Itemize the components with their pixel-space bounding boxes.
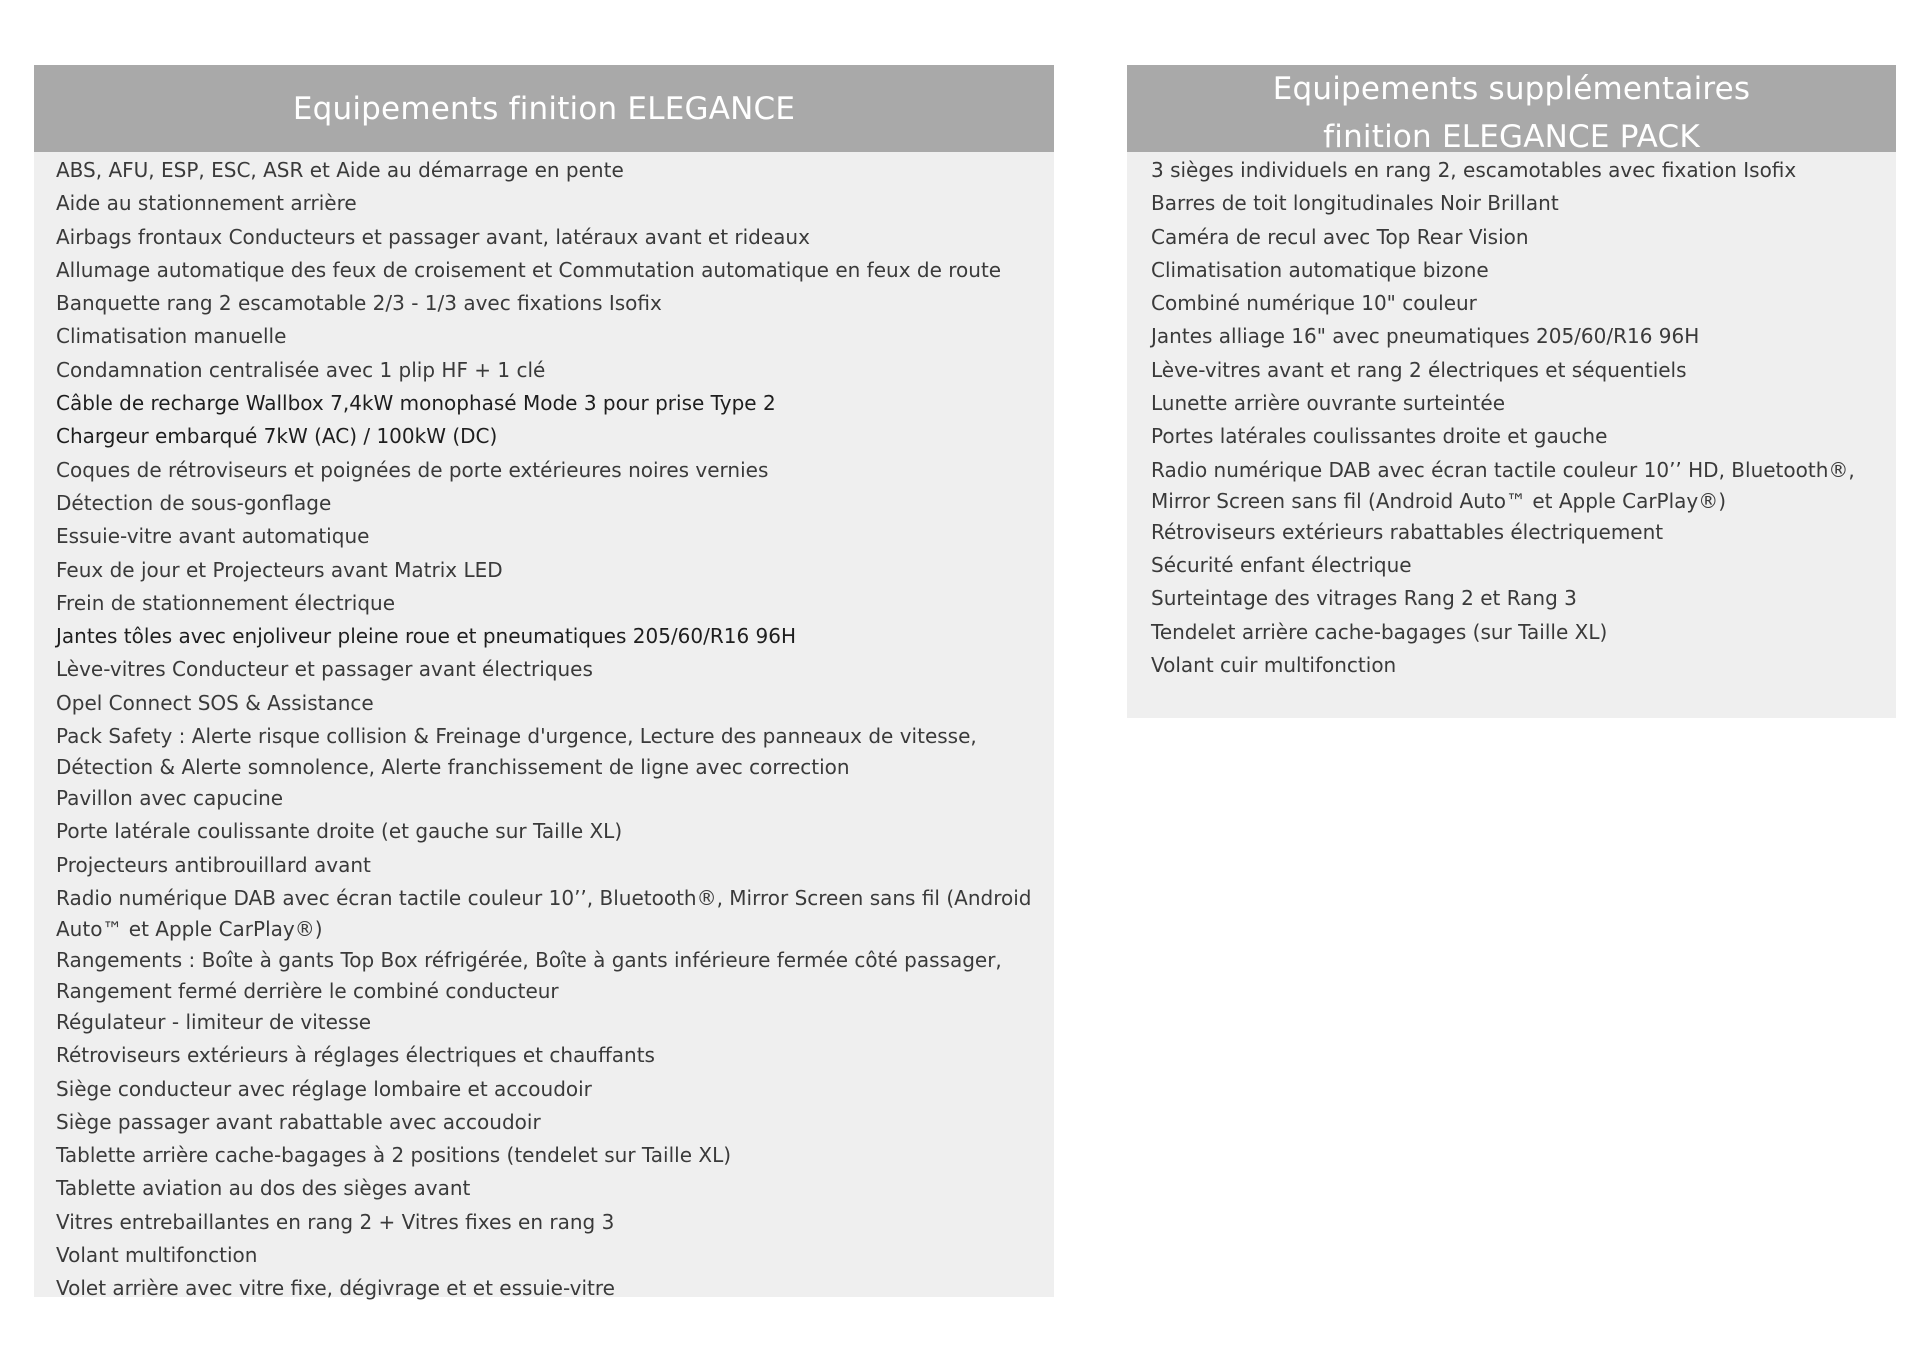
list-item: Pack Safety : Alerte risque collision & Freinage d'urgence, Lecture des panneaux de vitesse, Détection & Alerte somnolence, Alerte franchissement de ligne avec correction bbox=[56, 724, 977, 780]
list-item: Vitres entrebaillantes en rang 2 + Vitres fixes en rang 3 bbox=[56, 1209, 615, 1234]
list-item: Rétroviseurs extérieurs à réglages électriques et chauffants bbox=[56, 1043, 655, 1068]
list-item: Caméra de recul avec Top Rear Vision bbox=[1151, 224, 1529, 249]
elegance-panel-title: Equipements finition ELEGANCE bbox=[34, 65, 1054, 152]
elegance-pack-title-line-1: Equipements supplémentaires bbox=[1272, 71, 1751, 107]
list-item: Projecteurs antibrouillard avant bbox=[56, 852, 371, 877]
list-item: Surteintage des vitrages Rang 2 et Rang 3 bbox=[1151, 586, 1577, 611]
list-item: Volant multifonction bbox=[56, 1243, 258, 1268]
list-item: Climatisation manuelle bbox=[56, 324, 287, 349]
list-item: Radio numérique DAB avec écran tactile couleur 10’’, Bluetooth®, Mirror Screen sans fil (Android Auto™ et Apple CarPlay®) bbox=[56, 885, 1032, 941]
list-item: Rétroviseurs extérieurs rabattables électriquement bbox=[1151, 519, 1664, 544]
list-item: Allumage automatique des feux de croisement et Commutation automatique en feux de route bbox=[56, 257, 1002, 282]
elegance-equipment-list bbox=[34, 152, 1054, 1307]
list-item: Jantes tôles avec enjoliveur pleine roue et pneumatiques 205/60/R16 96H bbox=[56, 624, 797, 649]
list-item: Climatisation automatique bizone bbox=[1151, 257, 1489, 282]
list-item: Jantes alliage 16" avec pneumatiques 205/60/R16 96H bbox=[1151, 324, 1700, 349]
elegance-pack-title-line-2: finition ELEGANCE PACK bbox=[1323, 119, 1700, 155]
list-item: Coques de rétroviseurs et poignées de porte extérieures noires vernies bbox=[56, 457, 769, 482]
list-item: Combiné numérique 10" couleur bbox=[1151, 291, 1477, 316]
list-item: Frein de stationnement électrique bbox=[56, 590, 396, 615]
list-item: Tendelet arrière cache-bagages (sur Taille XL) bbox=[1151, 619, 1608, 644]
list-item: Pavillon avec capucine bbox=[56, 786, 284, 811]
list-item: Feux de jour et Projecteurs avant Matrix LED bbox=[56, 557, 503, 582]
elegance-pack-equipment-panel bbox=[1127, 65, 1896, 718]
list-item: Volet arrière avec vitre fixe, dégivrage et et essuie-vitre bbox=[56, 1276, 615, 1301]
elegance-pack-equipment-list bbox=[1127, 152, 1896, 683]
list-item: Tablette arrière cache-bagages à 2 positions (tendelet sur Taille XL) bbox=[56, 1143, 732, 1168]
elegance-pack-panel-title bbox=[1127, 65, 1896, 155]
list-item: Airbags frontaux Conducteurs et passager avant, latéraux avant et rideaux bbox=[56, 224, 810, 249]
list-item: Volant cuir multifonction bbox=[1151, 652, 1397, 677]
list-item: Sécurité enfant électrique bbox=[1151, 552, 1412, 577]
list-item: Aide au stationnement arrière bbox=[56, 191, 357, 216]
list-item: Détection de sous-gonflage bbox=[56, 490, 332, 515]
list-item: Siège passager avant rabattable avec accoudoir bbox=[56, 1109, 541, 1134]
list-item: Chargeur embarqué 7kW (AC) / 100kW (DC) bbox=[56, 424, 498, 449]
list-item: Condamnation centralisée avec 1 plip HF + 1 clé bbox=[56, 357, 546, 382]
list-item: Lève-vitres avant et rang 2 électriques et séquentiels bbox=[1151, 357, 1687, 382]
list-item: Barres de toit longitudinales Noir Brillant bbox=[1151, 191, 1559, 216]
list-item: Banquette rang 2 escamotable 2/3 - 1/3 avec fixations Isofix bbox=[56, 291, 662, 316]
list-item: Portes latérales coulissantes droite et gauche bbox=[1151, 424, 1608, 449]
list-item: ABS, AFU, ESP, ESC, ASR et Aide au démarrage en pente bbox=[56, 158, 624, 182]
list-item: Opel Connect SOS & Assistance bbox=[56, 690, 374, 715]
list-item: Porte latérale coulissante droite (et gauche sur Taille XL) bbox=[56, 819, 623, 844]
list-item: Câble de recharge Wallbox 7,4kW monophasé Mode 3 pour prise Type 2 bbox=[56, 391, 776, 416]
list-item: Radio numérique DAB avec écran tactile couleur 10’’ HD, Bluetooth®, Mirror Screen sans fil (Android Auto™ et Apple CarPlay®) bbox=[1151, 457, 1855, 513]
list-item: Rangements : Boîte à gants Top Box réfrigérée, Boîte à gants inférieure fermée côté passager, Rangement fermé derrière le combiné conducteur bbox=[56, 947, 1002, 1003]
list-item: Essuie-vitre avant automatique bbox=[56, 524, 370, 549]
list-item: Tablette aviation au dos des sièges avant bbox=[56, 1176, 471, 1201]
list-item: 3 sièges individuels en rang 2, escamotables avec fixation Isofix bbox=[1151, 158, 1797, 182]
list-item: Siège conducteur avec réglage lombaire et accoudoir bbox=[56, 1076, 592, 1101]
list-item: Lève-vitres Conducteur et passager avant électriques bbox=[56, 657, 593, 682]
list-item: Lunette arrière ouvrante surteintée bbox=[1151, 391, 1506, 416]
elegance-equipment-panel bbox=[34, 65, 1054, 1301]
list-item: Régulateur - limiteur de vitesse bbox=[56, 1009, 372, 1034]
